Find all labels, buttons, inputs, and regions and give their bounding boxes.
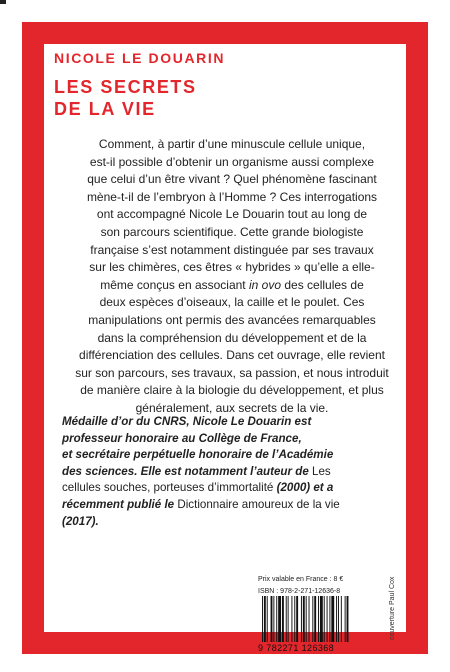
- description-line: deux espèces d’oiseaux, la caille et le poulet. Ces: [99, 295, 365, 310]
- bio-line: et secrétaire perpétuelle honoraire de l’Académie: [62, 448, 334, 462]
- isbn-label: ISBN : 978-2-271-12636-8: [258, 588, 341, 595]
- description-line: [62, 277, 402, 295]
- description-line: généralement, aux secrets de la vie.: [135, 400, 329, 415]
- book-description: [62, 136, 402, 418]
- description-line: est-il possible d’obtenir un organisme aussi complexe: [89, 154, 375, 169]
- author-name: NICOLE LE DOUARIN: [54, 50, 226, 66]
- description-line: ont accompagné Nicole Le Douarin tout au long de: [96, 207, 368, 222]
- price-label: Prix valable en France : 8 €: [258, 576, 344, 583]
- bio-line: professeur honoraire au Collège de France,: [62, 431, 302, 445]
- description-line: de manière claire à la biologie du développement, et plus: [80, 383, 384, 398]
- description-segment: des cellules de: [284, 277, 364, 292]
- bio-segment: (2000) et a: [276, 481, 334, 495]
- corner-mark: [0, 0, 6, 4]
- description-line: manipulations ont permis des avancées remarquables: [88, 312, 376, 327]
- description-line: française s’est notamment distinguée par ses travaux: [90, 242, 374, 257]
- description-line: que celui d’un être vivant ? Quel phénomène fascinant: [87, 172, 377, 187]
- barcode: [260, 596, 376, 642]
- description-line: son parcours scientifique. Cette grande biologiste: [100, 224, 364, 239]
- book-title: [54, 76, 197, 120]
- bio-line: (2017).: [62, 514, 99, 528]
- bio-book-title: cellules souches, porteuses d’immortalité: [62, 481, 274, 495]
- bio-line: [62, 497, 402, 514]
- bio-segment: des sciences. Elle est notamment l’auteur de: [62, 464, 309, 478]
- description-line: sur les chimères, ces êtres « hybrides » qu’elle a elle-: [89, 260, 375, 275]
- description-segment: même conçus en associant: [100, 277, 246, 292]
- bio-line: [62, 480, 402, 497]
- title-line-2: DE LA VIE: [54, 99, 156, 119]
- cover-credit: couverture Paul Cox: [389, 576, 396, 640]
- bio-line: Médaille d’or du CNRS, Nicole Le Douarin est: [62, 415, 312, 428]
- description-line: Comment, à partir d’une minuscule cellule unique,: [98, 137, 366, 151]
- barcode-digits: 9 782271 126368: [258, 643, 335, 653]
- author-bio: [62, 414, 402, 530]
- description-line: sur son parcours, ses travaux, sa passion, et nous introduit: [75, 365, 389, 380]
- price-block: [258, 574, 343, 598]
- bio-segment: récemment publié le: [62, 497, 175, 511]
- title-line-1: LES SECRETS: [54, 77, 197, 97]
- bio-book-title: Dictionnaire amoureux de la vie: [177, 497, 340, 511]
- description-line: mène-t-il de l’embryon à l’Homme ? Ces interrogations: [86, 189, 378, 204]
- description-italic: in ovo: [248, 277, 282, 292]
- bio-line: [62, 464, 402, 481]
- bio-book-title: Les: [312, 464, 331, 478]
- description-line: différenciation des cellules. Dans cet ouvrage, elle revient: [79, 348, 385, 363]
- description-line: dans la compréhension du développement et de la: [97, 330, 367, 345]
